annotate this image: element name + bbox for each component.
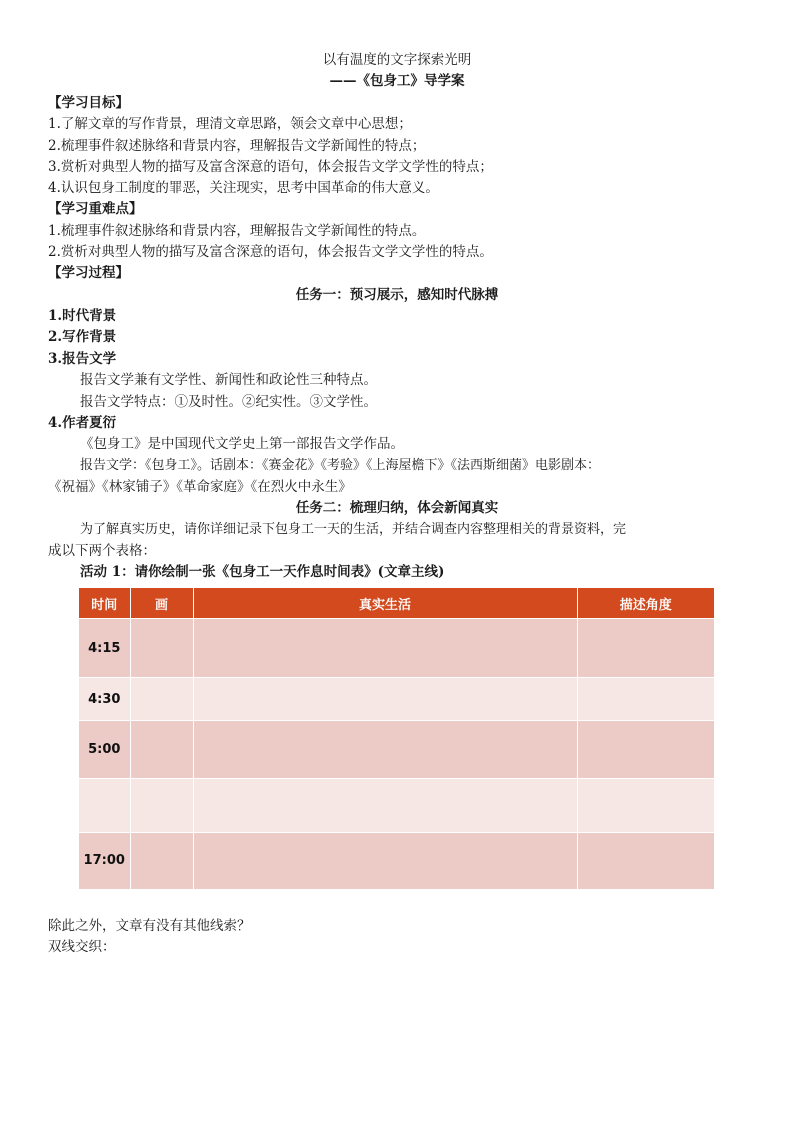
other-clues-question: 除此之外，文章有没有其他线索？ [48, 918, 251, 934]
goal-item: 3.赏析对典型人物的描写及富含深意的语句，体会报告文学文学性的特点； [48, 159, 493, 175]
table-row [79, 779, 714, 833]
author-paragraph: 《包身工》是中国现代文学史上第一部报告文学作品。 [80, 436, 404, 452]
time-cell: 17:00 [79, 833, 130, 889]
time-cell: 4:30 [79, 678, 130, 721]
section-writing-background: 2.写作背景 [48, 329, 117, 345]
scene-cell[interactable] [130, 833, 193, 889]
table-row [79, 833, 714, 889]
keypoint-item: 2.赏析对典型人物的描写及富含深意的语句，体会报告文学文学性的特点。 [48, 244, 493, 260]
task1-title: 任务一：预习展示，感知时代脉搏 [295, 287, 499, 303]
page-subtitle: ——《包身工》导学案 [329, 73, 465, 89]
angle-cell[interactable] [577, 678, 714, 721]
life-cell[interactable] [193, 833, 577, 889]
time-cell: 4:15 [79, 619, 130, 678]
reportage-paragraph: 报告文学兼有文学性、新闻性和政论性三种特点。 [80, 372, 377, 388]
reportage-features: 报告文学特点：①及时性。②纪实性。③文学性。 [80, 394, 377, 410]
angle-cell[interactable] [577, 721, 714, 779]
activity1-title: 活动 1：请你绘制一张《包身工一天作息时间表》(文章主线) [80, 564, 445, 580]
goals-heading: 【学习目标】 [48, 95, 129, 111]
table-row [79, 619, 714, 678]
task2-intro: 为了解真实历史，请你详细记录下包身工一天的生活，并结合调查内容整理相关的背景资料，完 [80, 522, 627, 537]
process-heading: 【学习过程】 [48, 265, 129, 281]
scene-cell[interactable] [130, 678, 193, 721]
keypoint-item: 1.梳理事件叙述脉络和背景内容，理解报告文学新闻性的特点。 [48, 223, 426, 239]
goal-item: 2.梳理事件叙述脉络和背景内容，理解报告文学新闻性的特点； [48, 138, 426, 154]
scene-cell[interactable] [130, 779, 193, 833]
header-scene: 画 [130, 588, 193, 619]
page-title: 以有温度的文字探索光明 [322, 52, 472, 68]
task2-intro-cont: 成以下两个表格： [48, 543, 156, 559]
time-cell: 5:00 [79, 721, 130, 779]
author-works: 报告文学：《包身工》。话剧本：《赛金花》《考验》《上海屋檐下》《法西斯细菌》电影剧本： [80, 458, 601, 473]
table-row [79, 678, 714, 721]
table-row [79, 721, 714, 779]
dual-line-prompt: 双线交织： [48, 939, 116, 955]
section-author: 4.作者夏衍 [48, 415, 117, 431]
life-cell[interactable] [193, 721, 577, 779]
scene-cell[interactable] [130, 721, 193, 779]
angle-cell[interactable] [577, 833, 714, 889]
section-reportage: 3.报告文学 [48, 351, 117, 367]
angle-cell[interactable] [577, 779, 714, 833]
angle-cell[interactable] [577, 619, 714, 678]
time-cell [79, 779, 130, 833]
header-description-angle: 描述角度 [577, 588, 714, 619]
life-cell[interactable] [193, 678, 577, 721]
section-era-background: 1.时代背景 [48, 308, 117, 324]
header-real-life: 真实生活 [193, 588, 577, 619]
header-time: 时间 [79, 588, 130, 619]
scene-cell[interactable] [130, 619, 193, 678]
task2-title: 任务二：梳理归纳，体会新闻真实 [295, 500, 499, 516]
life-cell[interactable] [193, 779, 577, 833]
author-works-cont: 《祝福》《林家铺子》《革命家庭》《在烈火中永生》 [48, 479, 352, 495]
goal-item: 4.认识包身工制度的罪恶，关注现实，思考中国革命的伟大意义。 [48, 180, 439, 196]
daily-schedule-table [79, 588, 714, 889]
keypoints-heading: 【学习重难点】 [48, 201, 143, 217]
life-cell[interactable] [193, 619, 577, 678]
goal-item: 1.了解文章的写作背景，理清文章思路，领会文章中心思想； [48, 116, 412, 132]
